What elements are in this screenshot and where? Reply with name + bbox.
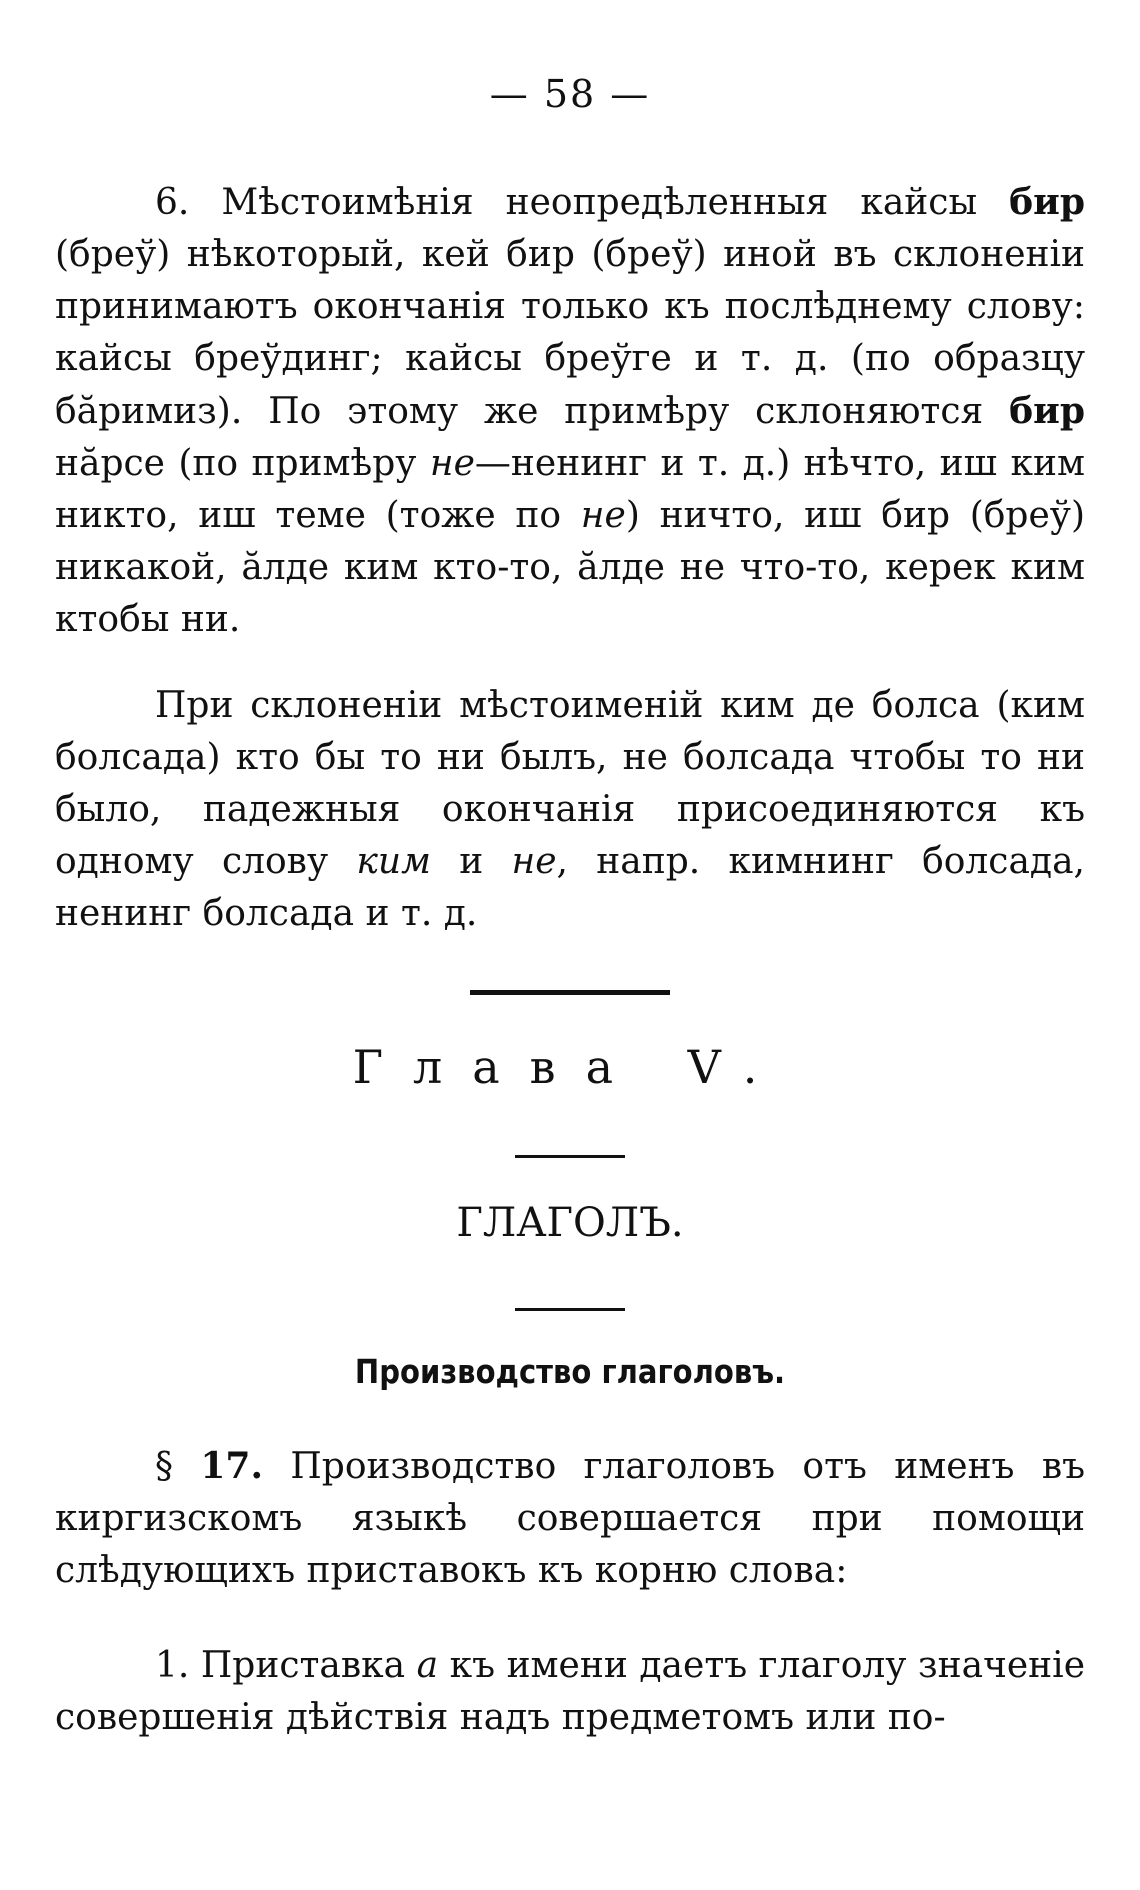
italic-term: не: [511, 841, 557, 882]
italic-term: не: [429, 443, 475, 484]
italic-term: ким: [356, 841, 431, 882]
paragraph-section-17: § 17. Производство глаголовъ отъ именъ въ киргизскомъ языкѣ совершается при помощи слѣдующихъ приставокъ къ корню слова:: [55, 1445, 1085, 1591]
page-number: — 58 —: [489, 72, 651, 116]
bold-term: 17.: [200, 1445, 264, 1487]
paragraph-indefinite-pronouns: 6. Мѣстоимѣнія неопредѣленныя кайсы бир (бреў) нѣкоторый, кей бир (бреў) иной въ склоненіи принимаютъ окончанія только къ послѣднему слову: кайсы бреўдинг; кайсы бреўге и т. д. (по образцу бăримиз). По этому же примѣру склоняются бир нăрсе (по примѣру не—ненинг и т. д.) нѣчто, иш ким никто, иш теме (тоже по не) ничто, иш бир (бреў) никакой, ăлде ким кто-то, ăлде не что-то, керек ким ктобы ни.: [55, 181, 1085, 640]
italic-term: не: [580, 495, 626, 536]
bold-term: бир: [1009, 181, 1085, 223]
chapter-heading: Глава V.: [352, 1040, 788, 1094]
subsection-title: Производство глаголовъ.: [354, 1352, 786, 1391]
section-title: ГЛАГОЛЪ.: [456, 1200, 684, 1246]
section-divider: [515, 1155, 625, 1158]
italic-term: а: [416, 1645, 439, 1686]
bold-term: бир: [1009, 390, 1085, 432]
paragraph-prefix-a: 1. Приставка а къ имени даетъ глаголу значеніе совершенія дѣйствія надъ предметомъ или по-: [55, 1645, 1085, 1738]
paragraph-declension: При склоненіи мѣстоименій ким де болса (ким болсада) кто бы то ни былъ, не болсада чтобы то ни было, падежныя окончанія присоединяются къ одному слову ким и не, напр. кимнинг болсада, ненинг болсада и т. д.: [55, 685, 1086, 934]
chapter-divider: [470, 990, 670, 995]
section-divider: [515, 1308, 625, 1311]
